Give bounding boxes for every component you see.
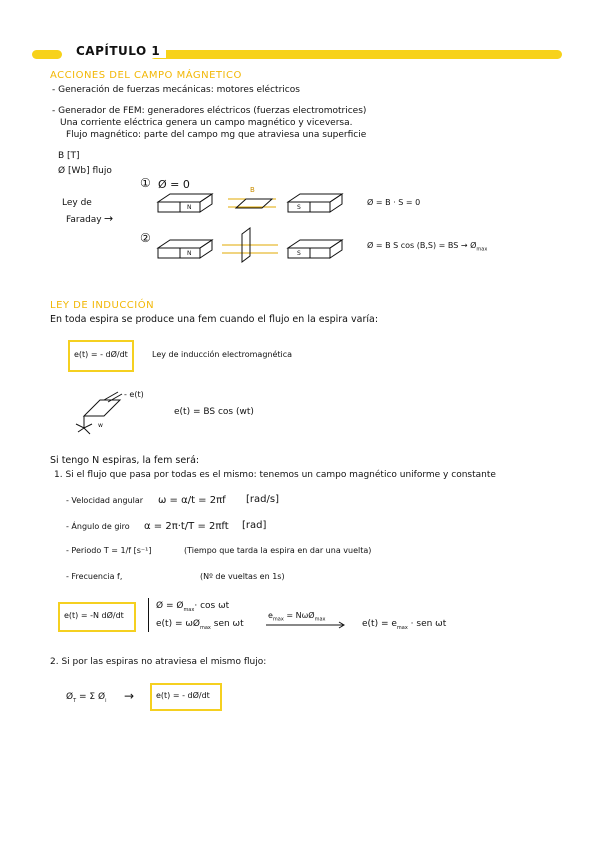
- line-flujo: Flujo magnético: parte del campo mg que atraviesa una superficie: [66, 130, 367, 140]
- freq-label: - Frecuencia f,: [66, 572, 123, 581]
- field-b-label: B: [250, 186, 255, 194]
- sum-sub2: i: [105, 697, 107, 704]
- vel-label: - Velocidad angular: [66, 496, 144, 505]
- faraday-arrow: →: [104, 212, 114, 225]
- et-eq-b: sen ωt: [210, 619, 244, 629]
- unit-phi: Ø [Wb] flujo: [58, 166, 112, 176]
- eq-bs-cos: e(t) = BS cos (wt): [174, 407, 254, 417]
- final-eq: [362, 619, 446, 631]
- section-title-ley-induccion: LEY DE INDUCCIÓN: [50, 300, 155, 311]
- espira-et-label: - e(t): [124, 390, 144, 399]
- ang-unit: [rad]: [242, 520, 267, 531]
- et-eq-sub: max: [199, 624, 211, 631]
- box-n-espiras-eq: e(t) = -N dØ/dt: [64, 611, 124, 620]
- phi-eq-a: Ø = Ø: [156, 601, 184, 611]
- flux-eq-max-text: Ø = B S cos (B,S) = BS → Ø: [367, 241, 477, 250]
- line-generador: - Generador de FEM: generadores eléctricos (fuerzas electromotrices): [52, 106, 367, 116]
- emax-a: e: [268, 611, 273, 620]
- phi-eq-b: · cos ωt: [194, 601, 230, 611]
- per-note: (Tiempo que tarda la espira en dar una vuelta): [184, 546, 372, 555]
- vel-eq: ω = α/t = 2πf: [158, 495, 226, 506]
- flux-eq-max-sub: max: [476, 246, 488, 253]
- case-2-marker: ②: [140, 231, 151, 245]
- ley-de-label: Ley de: [62, 198, 92, 208]
- espira-w-label: w: [98, 422, 103, 429]
- freq-note: (Nº de vueltas en 1s): [200, 572, 285, 581]
- pole-n-2: N: [187, 250, 192, 257]
- box-flujo-variable: [150, 683, 222, 711]
- item-2: 2. Si por las espiras no atraviesa el mismo flujo:: [50, 657, 267, 667]
- page-title: CAPÍTULO 1: [70, 44, 166, 58]
- n-espiras-line: Si tengo N espiras, la fem será:: [50, 455, 200, 466]
- final-a: e(t) = e: [362, 619, 397, 629]
- emax-b: = NωØ: [283, 611, 315, 620]
- case-1-eq: Ø = 0: [158, 178, 190, 191]
- item-1: 1. Si el flujo que pasa por todas es el mismo: tenemos un campo magnético uniforme y constante: [54, 470, 496, 480]
- line-generacion: - Generación de fuerzas mecánicas: motores eléctricos: [52, 85, 300, 95]
- unit-b: B [T]: [58, 151, 80, 161]
- sum-arrow: →: [124, 689, 135, 703]
- case-1-marker: ①: [140, 176, 151, 190]
- vel-unit: [rad/s]: [246, 494, 279, 505]
- ley-induccion-label: Ley de inducción electromagnética: [152, 350, 293, 359]
- phi-eq-sub: max: [183, 606, 195, 613]
- box-ley-induccion-eq: e(t) = - dØ/dt: [74, 350, 128, 359]
- sum-eq: [66, 692, 106, 704]
- sum-b: = Σ Ø: [76, 692, 106, 702]
- flux-eq-zero: Ø = B · S = 0: [367, 198, 421, 207]
- et-eq-a: e(t) = ωØ: [156, 619, 200, 629]
- faraday-label: Faraday: [66, 215, 102, 225]
- pole-n-1: N: [187, 204, 192, 211]
- sum-a: Ø: [66, 692, 74, 702]
- final-sub: max: [396, 624, 408, 631]
- sum-sub: T: [73, 697, 77, 704]
- final-b: · sen ωt: [407, 619, 447, 629]
- section-title-campo-magnetico: ACCIONES DEL CAMPO MÁGNETICO: [50, 70, 242, 81]
- ang-eq: α = 2π·t/T = 2πft: [144, 521, 229, 532]
- emax-sub2: max: [314, 616, 326, 623]
- box-flujo-variable-eq: e(t) = - dØ/dt: [156, 691, 210, 700]
- ang-label: - Ángulo de giro: [66, 522, 130, 531]
- line-corriente: Una corriente eléctrica genera un campo magnético y viceversa.: [60, 118, 353, 128]
- intro-line: En toda espira se produce una fem cuando el flujo en la espira varía:: [50, 314, 379, 325]
- per-label: - Periodo T = 1/f [s⁻¹]: [66, 546, 152, 555]
- pole-s-1: S: [297, 204, 301, 211]
- emax-sub: max: [272, 616, 284, 623]
- pole-s-2: S: [297, 250, 301, 257]
